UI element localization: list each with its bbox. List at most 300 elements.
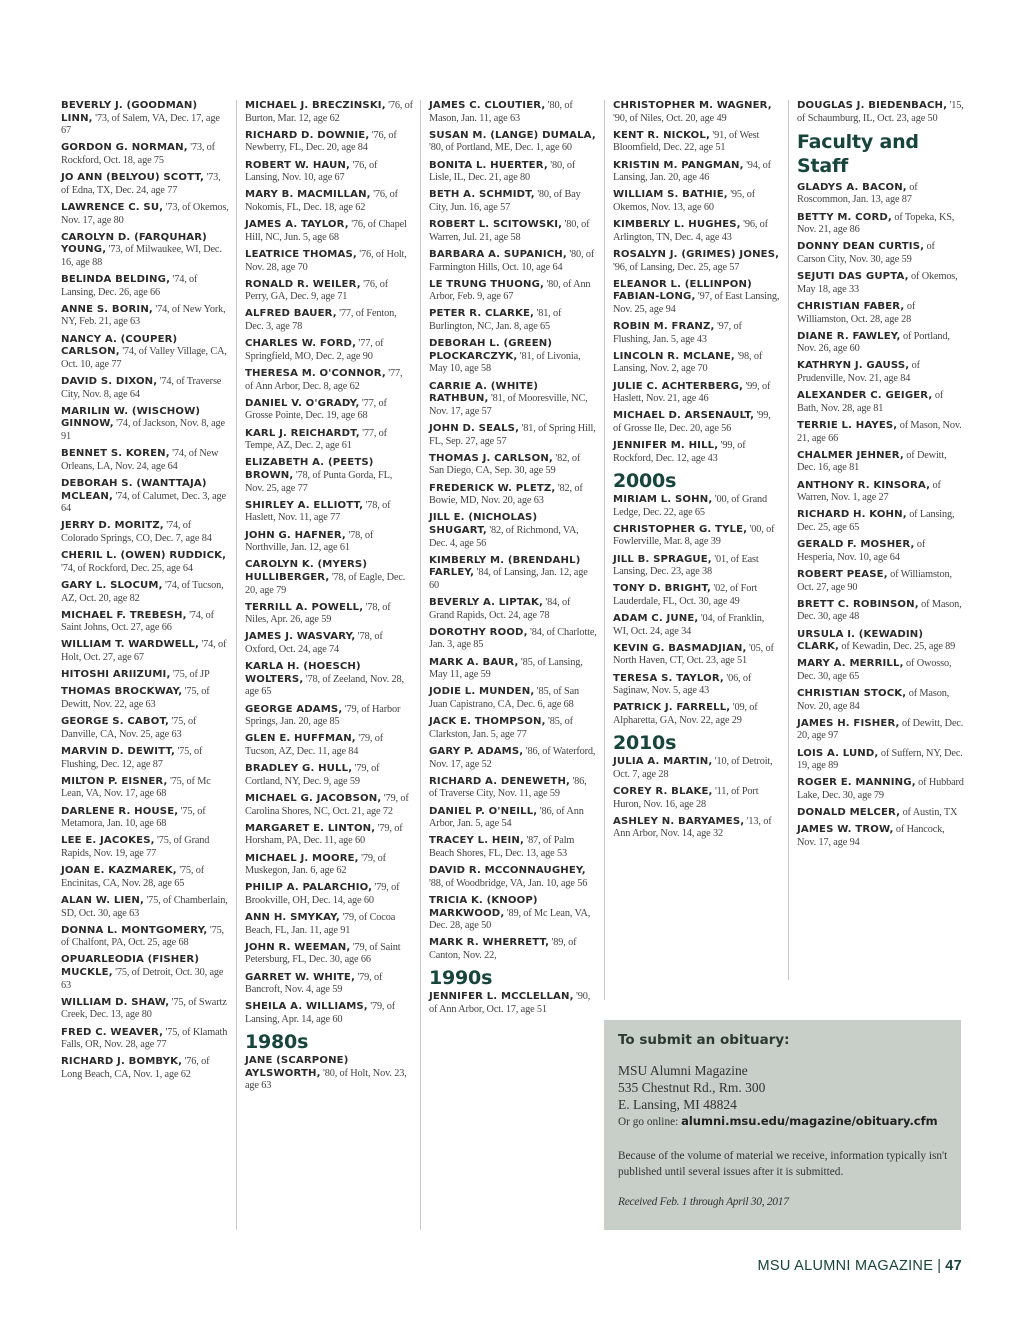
- obituary-entry: [613, 643, 781, 668]
- obituary-details: '76, of Perry, GA, Dec. 9, age 71: [245, 278, 388, 303]
- obituary-entry: [797, 599, 965, 624]
- obituary-name: JO ANN (BELYOU) SCOTT,: [61, 172, 204, 184]
- footer-separator: |: [937, 1258, 942, 1274]
- obituary-entry: [61, 925, 229, 950]
- obituary-name: JERRY D. MORITZ,: [61, 520, 164, 532]
- obituary-name: JULIA A. MARTIN,: [613, 756, 713, 768]
- obituary-details: '97, of East Lansing, Nov. 25, age 94: [613, 291, 780, 315]
- obituary-name: JANE (SCARPONE) AYLSWORTH,: [245, 1055, 349, 1079]
- obituary-details: '04, of Franklin, WI, Oct. 24, age 34: [613, 613, 765, 637]
- obituary-entry: [797, 420, 965, 445]
- obituary-details: '80, of Portland, ME, Dec. 1, age 60: [429, 142, 572, 154]
- obituary-name: BETTY M. CORD,: [797, 211, 892, 223]
- obituary-name: THOMAS BROCKWAY,: [61, 686, 183, 698]
- obituary-details: '73, of Okemos, Nov. 17, age 80: [61, 201, 229, 226]
- obituary-details: '75, of Chamberlain, SD, Oct. 30, age 63: [61, 894, 228, 919]
- obituary-details: of Williamston, Oct. 28, age 28: [797, 300, 916, 325]
- obituary-entry: [429, 895, 597, 933]
- obituary-entry: [429, 189, 597, 214]
- obituary-name: CHRISTIAN FABER,: [797, 300, 905, 312]
- obituary-entry: [429, 100, 597, 125]
- obituary-entry: [61, 954, 229, 992]
- obituary-entry: [245, 160, 413, 185]
- obituary-entry: [245, 530, 413, 555]
- page-footer: [757, 1258, 962, 1274]
- obituary-entry: [797, 360, 965, 385]
- obituary-name: MIRIAM L. SOHN,: [613, 493, 713, 505]
- obituary-name: LOIS A. LUND,: [797, 747, 879, 759]
- obituary-entry: [245, 704, 413, 729]
- obituary-entry: [245, 500, 413, 525]
- obituary-details: '10, of Detroit, Oct. 7, age 28: [613, 756, 773, 780]
- obituary-details: '77, of Grosse Pointe, Dec. 19, age 68: [245, 397, 387, 422]
- obituary-name: TERESA S. TAYLOR,: [613, 672, 724, 684]
- obituary-details: '76, of Holt, Nov. 28, age 70: [245, 248, 407, 273]
- submission-note: Because of the volume of material we receive, information typically isn't published until several issues after it is submitted.: [618, 1150, 948, 1178]
- obituary-entry: [797, 212, 965, 237]
- obituary-name: ELEANOR L. (ELLINPON) FABIAN-LONG,: [613, 278, 752, 303]
- obituary-name: PATRICK J. FARRELL,: [613, 702, 731, 714]
- obituary-name: KARL J. REICHARDT,: [245, 427, 360, 439]
- obituary-details: '81, of Livonia, May 10, age 58: [429, 350, 581, 375]
- obituary-entry: [245, 279, 413, 304]
- obituary-name: DONNY DEAN CURTIS,: [797, 241, 925, 253]
- obituary-name: KRISTIN M. PANGMAN,: [613, 159, 744, 171]
- decade-heading: 1980s: [245, 1031, 309, 1054]
- obituary-details: of Austin, TX: [902, 807, 958, 819]
- obituary-details: '77, of Springfield, MO, Dec. 2, age 90: [245, 338, 384, 362]
- obituary-entry: [429, 219, 597, 244]
- obituary-entry: [429, 835, 597, 860]
- obituary-entry: [797, 569, 965, 594]
- obituary-details: of Dewitt, Dec. 20, age 97: [797, 717, 964, 742]
- obituary-name: MARGARET E. LINTON,: [245, 822, 376, 834]
- obituary-entry: [429, 991, 597, 1016]
- obituary-details: of Hubbard Lake, Dec. 30, age 79: [797, 777, 964, 801]
- obituary-details: '06, of Saginaw, Nov. 5, age 43: [613, 672, 752, 697]
- obituary-details: '11, of Port Huron, Nov. 16, age 28: [613, 786, 759, 810]
- obituary-name: ROBERT PEASE,: [797, 568, 888, 580]
- obituary-entry: [613, 816, 781, 841]
- obituary-details: '73, of Edna, TX, Dec. 24, age 77: [61, 172, 221, 196]
- obituary-details: '98, of Lansing, Nov. 2, age 70: [613, 350, 763, 375]
- obituary-name: DAVID R. MCCONNAUGHEY,: [429, 865, 586, 877]
- obituary-entry: [245, 219, 413, 244]
- obituary-details: '79, of Cortland, NY, Dec. 9, age 59: [245, 763, 380, 787]
- obituary-details: '80, of Mason, Jan. 11, age 63: [429, 100, 573, 124]
- obituary-entry: [245, 763, 413, 788]
- obituary-entry: [245, 189, 413, 214]
- online-line: [618, 1113, 948, 1130]
- obituary-name: DEBORAH S. (WANTTAJA) MCLEAN,: [61, 477, 207, 502]
- obituary-name: JAMES H. FISHER,: [797, 717, 900, 729]
- obituary-details: '84, of Grand Rapids, Oct. 24, age 78: [429, 597, 571, 621]
- obituary-entry: [61, 334, 229, 372]
- obituary-name: WILLIAM T. WARDWELL,: [61, 639, 199, 651]
- obituary-details: '81, of Mooresville, NC, Nov. 17, age 57: [429, 393, 588, 417]
- obituary-entry: [429, 746, 597, 771]
- obituary-details: of Suffern, NY, Dec. 19, age 89: [797, 747, 963, 772]
- obituary-details: '80, of Warren, Jul. 21, age 58: [429, 219, 590, 243]
- obituary-name: DARLENE R. HOUSE,: [61, 805, 179, 817]
- obituary-name: BARBARA A. SUPANICH,: [429, 248, 567, 260]
- obituary-entry: [797, 824, 965, 849]
- obituary-name: CHRISTOPHER G. TYLE,: [613, 523, 748, 535]
- obituary-entry: [613, 756, 781, 781]
- obituary-details: '97, of Flushing, Jan. 5, age 43: [613, 321, 742, 345]
- obituary-name: LE TRUNG THUONG,: [429, 278, 545, 290]
- obituary-name: RICHARD H. KOHN,: [797, 509, 907, 521]
- obituary-details: '75, of Metamora, Jan. 10, age 68: [61, 805, 206, 830]
- obituary-name: ALAN W. LIEN,: [61, 894, 144, 906]
- obituary-name: CAROLYN D. (FARQUHAR) YOUNG,: [61, 231, 207, 256]
- column-divider: [236, 100, 237, 1230]
- obituary-entry: [613, 130, 781, 155]
- obituary-entry: [61, 304, 229, 329]
- obituary-details: of Roscommon, Jan. 13, age 87: [797, 181, 918, 206]
- obituary-entry: [429, 627, 597, 652]
- obituary-name: KATHRYN J. GAUSS,: [797, 360, 910, 372]
- obituary-details: '79, of Horsham, PA, Dec. 11, age 60: [245, 822, 403, 847]
- obituary-entry: [797, 688, 965, 713]
- obituary-entry: [613, 554, 781, 579]
- obituary-name: GEORGE S. CABOT,: [61, 716, 170, 728]
- obituary-name: DIANE R. FAWLEY,: [797, 330, 901, 342]
- obituary-details: '75, of Flushing, Dec. 12, age 87: [61, 746, 203, 770]
- obituary-name: LEATRICE THOMAS,: [245, 248, 357, 260]
- obituary-entry: [797, 658, 965, 683]
- obituary-entry: [429, 338, 597, 376]
- obituary-details: '74, of Colorado Springs, CO, Dec. 7, age 84: [61, 520, 212, 544]
- obituary-details: '05, of North Haven, CT, Oct. 23, age 51: [613, 642, 774, 667]
- obituary-name: GEORGE ADAMS,: [245, 703, 343, 715]
- obituary-name: FRED C. WEAVER,: [61, 1026, 164, 1038]
- obituary-name: GLADYS A. BACON,: [797, 181, 907, 193]
- obituary-entry: [61, 520, 229, 545]
- obituary-details: '79, of Harbor Springs, Jan. 20, age 85: [245, 703, 401, 728]
- obituary-name: MARILIN W. (WISCHOW) GINNOW,: [61, 405, 201, 430]
- obituary-details: '76, of Burton, Mar. 12, age 62: [245, 100, 413, 124]
- obituary-name: RICHARD A. DENEWETH,: [429, 775, 571, 787]
- obituary-name: CHARLES W. FORD,: [245, 338, 357, 350]
- obituary-details: of Hesperia, Nov. 10, age 64: [797, 539, 926, 563]
- obituary-name: FREDERICK W. PLETZ,: [429, 482, 556, 494]
- obituary-details: '75, of Swartz Creek, Dec. 13, age 80: [61, 996, 227, 1021]
- obituary-name: JENNIFER L. MCCLELLAN,: [429, 991, 574, 1003]
- obituary-entry: [797, 480, 965, 505]
- obituary-details: '80, of Bay City, Jun. 16, age 57: [429, 189, 581, 213]
- obituary-details: '82, of Richmond, VA, Dec. 4, age 56: [429, 524, 579, 549]
- obituary-details: '74, of Saint Johns, Oct. 27, age 66: [61, 609, 214, 634]
- obituary-name: ANN H. SMYKAY,: [245, 912, 340, 924]
- obituary-details: '74, of Lansing, Dec. 26, age 66: [61, 274, 198, 298]
- obituary-entry: [429, 160, 597, 185]
- obituary-entry: [613, 321, 781, 346]
- obituary-name: BEVERLY J. (GOODMAN) LINN,: [61, 100, 198, 124]
- obituary-entry: [61, 274, 229, 299]
- obituary-details: '78, of Punta Gorda, FL, Nov. 25, age 77: [245, 469, 393, 494]
- obituary-name: SUSAN M. (LANGE) DUMALA,: [429, 129, 596, 141]
- obituary-details: '81, of Burlington, NC, Jan. 8, age 65: [429, 308, 562, 333]
- obituary-column-4: [613, 100, 781, 846]
- obituary-entry: [245, 457, 413, 495]
- obituary-name: DAVID S. DIXON,: [61, 376, 158, 388]
- obituary-details: '95, of Okemos, Nov. 13, age 60: [613, 189, 756, 213]
- obituary-details: '02, of Fort Lauderdale, FL, Oct. 30, age 49: [613, 583, 758, 607]
- obituary-name: MARY B. MACMILLAN,: [245, 189, 371, 201]
- column-divider: [420, 100, 421, 1230]
- submit-obituary-box: [604, 1020, 961, 1230]
- obituary-entry: [245, 853, 413, 878]
- obituary-entry: [797, 748, 965, 773]
- obituary-entry: [797, 539, 965, 564]
- obituary-entry: [61, 997, 229, 1022]
- obituary-details: '75, of Mc Lean, VA, Nov. 17, age 68: [61, 775, 211, 800]
- obituary-details: '86, of Waterford, Nov. 17, age 52: [429, 746, 596, 770]
- obituary-name: LAWRENCE C. SU,: [61, 201, 164, 213]
- obituary-details: '79, of Brookville, OH, Dec. 14, age 60: [245, 882, 400, 906]
- obituary-name: JAMES W. TROW,: [797, 824, 894, 836]
- obituary-details: '82, of San Diego, CA, Sep. 30, age 59: [429, 452, 581, 477]
- obituary-column-5: [797, 100, 965, 854]
- obituary-entry: [61, 172, 229, 197]
- obituary-name: GLEN E. HUFFMAN,: [245, 733, 356, 745]
- obituary-details: of Lansing, Dec. 25, age 65: [797, 509, 955, 533]
- obituary-details: '75, of Encinitas, CA, Nov. 28, age 65: [61, 865, 205, 889]
- obituary-entry: [613, 583, 781, 608]
- obituary-details: '91, of West Bloomfield, Dec. 22, age 51: [613, 129, 760, 154]
- obituary-entry: [429, 597, 597, 622]
- obituary-entry: [429, 776, 597, 801]
- obituary-name: THOMAS J. CARLSON,: [429, 452, 553, 464]
- submit-box-title: To submit an obituary:: [618, 1032, 790, 1048]
- obituary-entry: [429, 453, 597, 478]
- column-divider: [604, 100, 605, 1000]
- obituary-entry: [245, 631, 413, 656]
- obituary-name: JAMES A. TAYLOR,: [245, 219, 349, 231]
- obituary-name: JACK E. THOMPSON,: [429, 716, 546, 728]
- obituary-details: '74, of Jackson, Nov. 8, age 91: [61, 418, 225, 442]
- obituary-name: MICHAEL J. MOORE,: [245, 852, 359, 864]
- obituary-details: '90, of Ann Arbor, Oct. 17, age 51: [429, 991, 591, 1015]
- obituary-entry: [429, 423, 597, 448]
- obituary-details: '99, of Rockford, Dec. 12, age 43: [613, 440, 746, 464]
- received-dates: Received Feb. 1 through April 30, 2017: [618, 1196, 789, 1208]
- obituary-entry: [613, 613, 781, 638]
- obituary-name: CAROLYN K. (MYERS) HULLIBERGER,: [245, 559, 368, 583]
- column-divider: [788, 100, 789, 980]
- obituary-details: of Mason, Dec. 30, age 48: [797, 598, 962, 623]
- obituary-entry: [245, 972, 413, 997]
- obituary-details: '13, of Ann Arbor, Nov. 14, age 32: [613, 815, 772, 840]
- obituary-entry: [429, 381, 597, 419]
- obituary-name: LINCOLN R. MCLANE,: [613, 350, 735, 362]
- obituary-name: MICHAEL J. BRECZINSKI,: [245, 100, 386, 111]
- obituary-name: KEVIN G. BASMADJIAN,: [613, 642, 747, 654]
- obituary-entry: [613, 381, 781, 406]
- obituary-details: '80, of Lisle, IL, Dec. 21, age 80: [429, 159, 576, 184]
- obituary-column-1: [61, 100, 229, 1086]
- obituary-name: BRETT C. ROBINSON,: [797, 598, 919, 610]
- obituary-entry: [61, 686, 229, 711]
- obituary-entry: [61, 865, 229, 890]
- obituary-name: JAMES J. WASVARY,: [245, 631, 356, 643]
- obituary-details: of Owosso, Dec. 30, age 65: [797, 658, 952, 682]
- magazine-name: MSU ALUMNI MAGAZINE: [757, 1258, 934, 1274]
- obituary-name: MICHAEL G. JACOBSON,: [245, 792, 382, 804]
- obituary-details: '79, of Carolina Shores, NC, Oct. 21, age 72: [245, 792, 409, 817]
- obituary-entry: [61, 142, 229, 167]
- obituary-entry: [429, 308, 597, 333]
- obituary-name: MARY A. MERRILL,: [797, 658, 904, 670]
- obituary-entry: [245, 559, 413, 597]
- obituary-name: ANTHONY R. KINSORA,: [797, 479, 931, 491]
- obituary-entry: [797, 629, 965, 654]
- decade-heading: 1990s: [429, 967, 493, 990]
- obituary-details: '76, of Long Beach, CA, Nov. 1, age 62: [61, 1056, 210, 1080]
- obituary-entry: [61, 406, 229, 444]
- obituary-entry: [245, 249, 413, 274]
- obituary-entry: [61, 1027, 229, 1052]
- obituary-entry: [613, 100, 781, 125]
- obituary-details: '78, of Niles, Apr. 26, age 59: [245, 601, 391, 626]
- obituary-details: '89, of Canton, Nov. 22,: [429, 937, 577, 961]
- obituary-url-link[interactable]: alumni.msu.edu/magazine/obituary.cfm: [681, 1114, 938, 1128]
- obituary-entry: [245, 733, 413, 758]
- obituary-entry: [429, 512, 597, 550]
- obituary-name: GERALD F. MOSHER,: [797, 539, 915, 551]
- obituary-details: '74, of Rockford, Dec. 25, age 64: [61, 562, 193, 574]
- obituary-details: '00, of Fowlerville, Mar. 8, age 39: [613, 523, 775, 548]
- obituary-entry: [797, 271, 965, 296]
- obituary-details: '81, of Spring Hill, FL, Sep. 27, age 57: [429, 423, 596, 447]
- obituary-entry: [797, 182, 965, 207]
- obituary-name: ASHLEY N. BARYAMES,: [613, 815, 745, 827]
- obituary-entry: [245, 661, 413, 699]
- obituary-name: TRACEY L. HEIN,: [429, 835, 525, 847]
- obituary-details: '75, of Chalfont, PA, Oct. 25, age 68: [61, 924, 224, 949]
- obituary-entry: [245, 602, 413, 627]
- obituary-name: RONALD R. WEILER,: [245, 278, 361, 290]
- obituary-details: '73, of Salem, VA, Dec. 17, age 67: [61, 112, 220, 137]
- obituary-details: '74, of Holt, Oct. 27, age 67: [61, 639, 227, 664]
- obituary-details: '77, of Ann Arbor, Dec. 8, age 62: [245, 368, 403, 392]
- obituary-name: MARK R. WHERRETT,: [429, 937, 550, 949]
- obituary-details: '79, of Lansing, Apr. 14, age 60: [245, 1001, 396, 1026]
- obituary-details: '99, of Haslett, Nov. 21, age 46: [613, 380, 771, 405]
- obituary-entry: [61, 550, 229, 575]
- obituary-entry: [429, 279, 597, 304]
- obituary-details: '80, of Farmington Hills, Oct. 10, age 64: [429, 248, 595, 273]
- obituary-entry: [797, 450, 965, 475]
- obituary-details: of Mason, Nov. 20, age 84: [797, 688, 950, 712]
- obituary-entry: [797, 718, 965, 743]
- obituary-entry: [797, 777, 965, 802]
- obituary-name: CHERIL L. (OWEN) RUDDICK,: [61, 550, 227, 562]
- obituary-details: '89, of Mc Lean, VA, Dec. 28, age 50: [429, 907, 591, 932]
- obituary-details: of Williamston, Oct. 27, age 90: [797, 568, 952, 593]
- obituary-entry: [429, 937, 597, 962]
- obituary-details: '86, of Ann Arbor, Jan. 5, age 54: [429, 805, 584, 830]
- obituary-details: '76, of Newberry, FL, Dec. 20, age 84: [245, 129, 397, 154]
- obituary-name: TERRIE L. HAYES,: [797, 420, 898, 432]
- obituary-name: KIMBERLY M. (BRENDAHL) FARLEY,: [429, 554, 581, 579]
- obituary-name: DOUGLAS J. BIEDENBACH,: [797, 100, 948, 111]
- obituary-name: COREY R. BLAKE,: [613, 786, 713, 797]
- obituary-entry: [61, 478, 229, 516]
- obituary-entry: [245, 100, 413, 125]
- obituary-entry: [429, 657, 597, 682]
- obituary-column-2: [245, 100, 413, 1098]
- obituary-details: '85, of Clarkston, Jan. 5, age 77: [429, 716, 573, 740]
- obituary-details: '90, of Niles, Oct. 20, age 49: [613, 112, 727, 124]
- obituary-name: BENNET S. KOREN,: [61, 448, 170, 460]
- obituary-details: '96, of Arlington, TN, Dec. 4, age 43: [613, 219, 768, 243]
- obituary-name: LEE E. JACOKES,: [61, 835, 155, 847]
- obituary-entry: [613, 524, 781, 549]
- obituary-name: ROGER E. MANNING,: [797, 777, 916, 789]
- obituary-entry: [245, 308, 413, 333]
- obituary-name: CHRISTOPHER M. WAGNER,: [613, 100, 772, 111]
- obituary-name: JOAN E. KAZMAREK,: [61, 865, 177, 877]
- obituary-details: '84, of Lansing, Jan. 12, age 60: [429, 567, 588, 591]
- obituary-details: '96, of Lansing, Dec. 25, age 57: [613, 261, 740, 273]
- obituary-entry: [61, 202, 229, 227]
- obituary-details: '79, of Saint Petersburg, FL, Dec. 30, age 66: [245, 941, 401, 966]
- obituary-details: '99, of Grosse Ile, Dec. 20, age 56: [613, 410, 771, 434]
- address-line-1: MSU Alumni Magazine: [618, 1063, 748, 1078]
- obituary-name: RICHARD J. BOMBYK,: [61, 1056, 183, 1068]
- obituary-entry: [61, 580, 229, 605]
- obituary-name: DANIEL V. O'GRADY,: [245, 397, 360, 409]
- online-prefix: Or go online:: [618, 1116, 679, 1128]
- obituary-entry: [429, 555, 597, 593]
- obituary-details: '75, of Grand Rapids, Nov. 19, age 77: [61, 835, 210, 859]
- obituary-details: '01, of East Lansing, Dec. 23, age 38: [613, 553, 759, 578]
- obituary-name: DANIEL P. O'NEILL,: [429, 805, 538, 817]
- obituary-details: of Bath, Nov. 28, age 81: [797, 390, 944, 414]
- obituary-details: of Portland, Nov. 26, age 60: [797, 330, 950, 355]
- obituary-details: '78, of Eagle, Dec. 20, age 79: [245, 571, 406, 596]
- obituary-entry: [613, 351, 781, 376]
- obituary-name: MICHAEL D. ARSENAULT,: [613, 410, 755, 422]
- obituary-details: '79, of Bancroft, Nov. 4, age 59: [245, 971, 383, 996]
- obituary-entry: [429, 686, 597, 711]
- obituary-name: PETER R. CLARKE,: [429, 308, 535, 320]
- obituary-details: '82, of Bowie, MD, Nov. 20, age 63: [429, 482, 583, 507]
- obituary-details: '78, of Oxford, Oct. 24, age 74: [245, 631, 383, 656]
- obituary-details: '74, of New Orleans, LA, Nov. 24, age 64: [61, 448, 219, 472]
- obituary-entry: [61, 232, 229, 270]
- obituary-entry: [613, 189, 781, 214]
- obituary-entry: [613, 279, 781, 317]
- obituary-entry: [429, 130, 597, 155]
- obituary-name: BETH A. SCHMIDT,: [429, 189, 535, 201]
- obituary-name: HITOSHI ARIIZUMI,: [61, 669, 171, 681]
- obituary-details: of Prudenville, Nov. 21, age 84: [797, 360, 920, 385]
- obituary-entry: [613, 440, 781, 465]
- obituary-details: '86, of Traverse City, Nov. 11, age 59: [429, 775, 587, 800]
- obituary-entry: [613, 786, 781, 811]
- obituary-entry: [613, 219, 781, 244]
- obituary-details: '74, of New York, NY, Feb. 21, age 63: [61, 303, 226, 328]
- obituary-entry: [61, 448, 229, 473]
- obituary-details: of Carson City, Nov. 30, age 59: [797, 241, 935, 265]
- obituary-name: DOROTHY ROOD,: [429, 626, 528, 638]
- obituary-entry: [797, 100, 965, 125]
- obituary-entry: [245, 823, 413, 848]
- obituary-details: '94, of Lansing, Jan. 20, age 46: [613, 159, 771, 184]
